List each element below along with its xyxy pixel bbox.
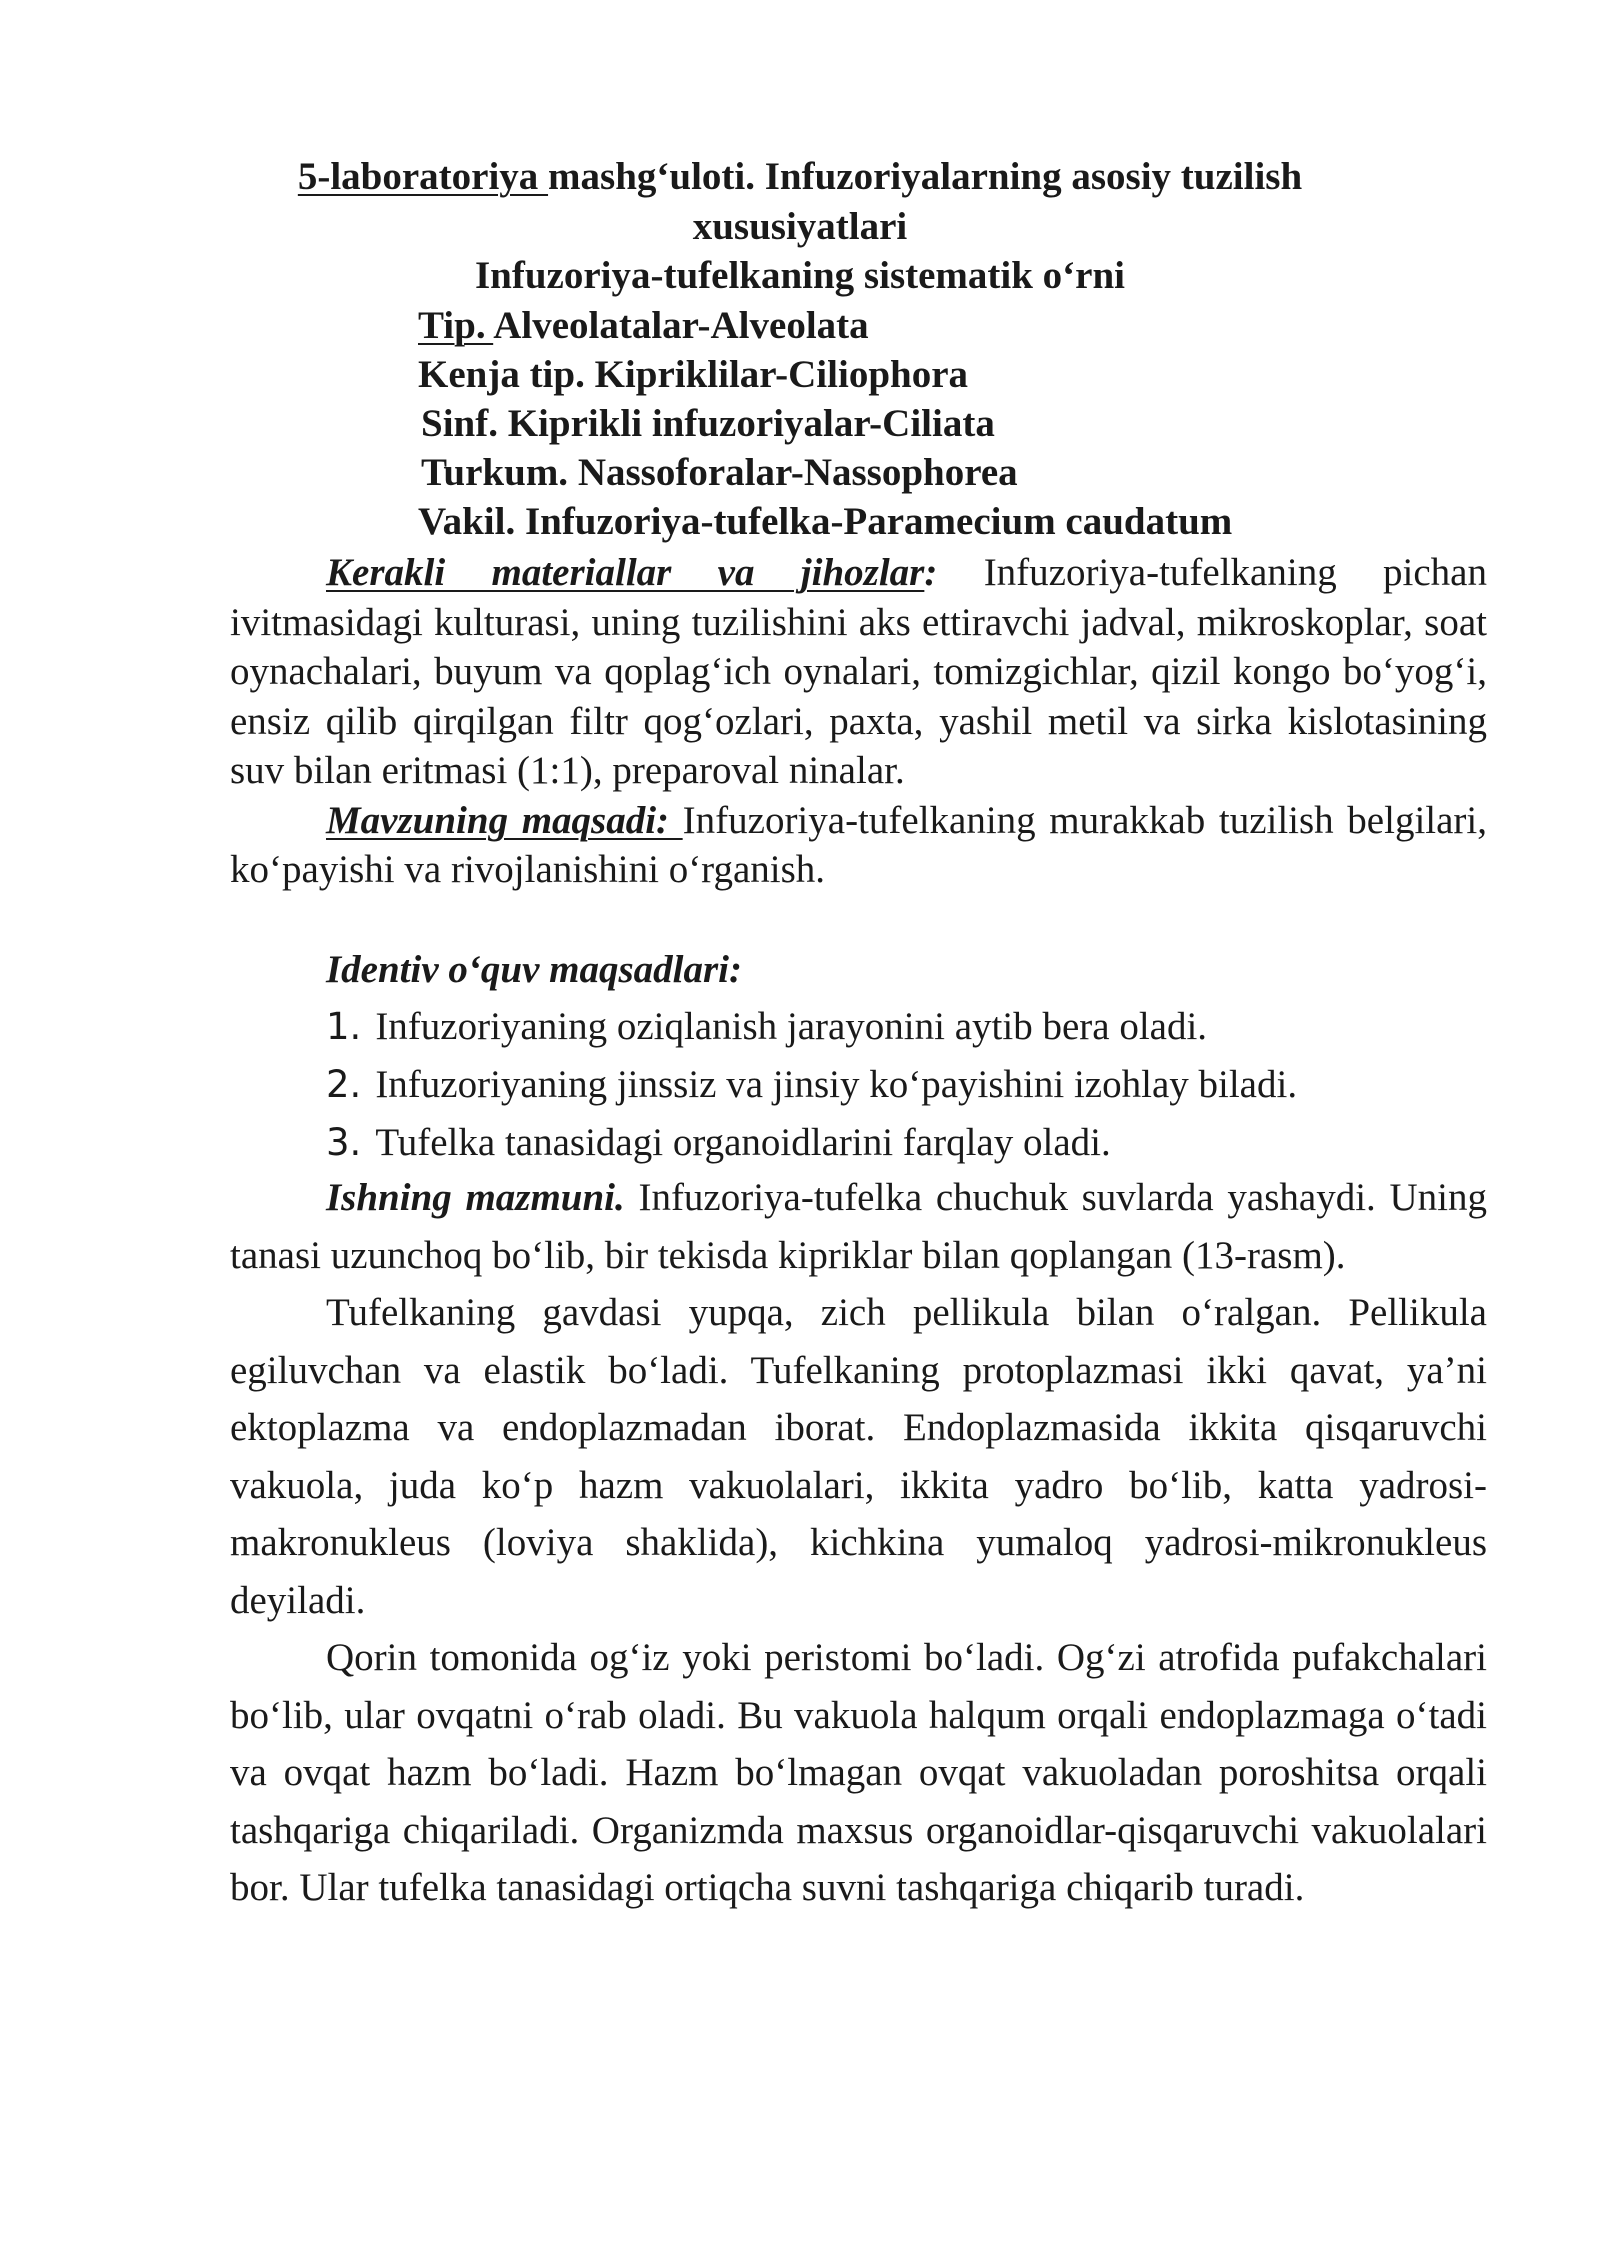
title-text: mashg‘uloti. Infuzoriyalarning asosiy tuzilish: [548, 155, 1303, 198]
taxonomy-name: Kiprikli infuzoriyalar-Ciliata: [507, 402, 995, 445]
materials-text: Infuzoriya-tufelkaning pichan ivitmasidagi kulturasi, uning tuzilishini aks ettiravchi jadval, mikroskoplar, soat oynachalari, buyum va qoplag‘ich oynalari, tomizgichlar, qizil kongo bo‘yog‘i, ensiz qilib qirqilgan filtr qog‘ozlari, paxta, yashil metil va sirka kislotasining suv bilan eritmasi (1:1), preparoval ninalar.: [230, 551, 1487, 792]
taxonomy-name: Kipriklilar-Ciliophora: [594, 353, 969, 396]
taxonomy-name: Nassoforalar-Nassophorea: [577, 451, 1018, 494]
list-item-number: 3.: [326, 1121, 362, 1164]
title-line-2: xususiyatlari: [692, 205, 908, 248]
content-label: Ishning mazmuni.: [326, 1176, 625, 1219]
goal-label: Mavzuning maqsadi:: [326, 798, 683, 842]
content-paragraph-2: Tufelkaning gavdasi yupqa, zich pellikula bilan o‘ralgan. Pellikula egiluvchan va elastik bo‘ladi. Tufelkaning protoplazmasi ikki qavat, ya’ni ektoplazma va endoplazmadan iborat. Endoplazmasida ikkita qisqaruvchi vakuola, juda ko‘p hazm vakuolalari, ikkita yadro bo‘lib, katta yadrosi-makronukleus (loviya shaklida), kichkina yumaloq yadrosi-mikronukleus deyiladi.: [230, 1291, 1487, 1622]
title-line-1: [0, 153, 1600, 201]
taxonomy-order: [421, 449, 1018, 497]
list-item-number: 2.: [326, 1063, 362, 1106]
taxonomy-rank: Tip.: [418, 304, 494, 347]
materials-and-goal-block: [230, 548, 1487, 895]
objectives-heading: Identiv o‘quv maqsadlari:: [326, 948, 742, 991]
taxonomy-rank: Vakil.: [418, 500, 525, 543]
list-item-text: Tufelka tanasidagi organoidlarini farqlay oladi.: [375, 1121, 1111, 1164]
materials-label: Kerakli materiallar va jihozlar: [326, 551, 925, 594]
materials-colon: :: [924, 551, 938, 594]
list-item: [326, 998, 1297, 1056]
objectives-list: [326, 998, 1297, 1172]
content-paragraph-1: [230, 1169, 1487, 1284]
taxonomy-type: [418, 302, 869, 350]
goal-text: Infuzoriya-tufelkaning murakkab tuzilish belgilari, ko‘payishi va rivojlanishini o‘rganish.: [230, 798, 1488, 891]
taxonomy-representative: [418, 498, 1232, 546]
subtitle: Infuzoriya-tufelkaning sistematik o‘rni: [474, 254, 1125, 297]
taxonomy-rank: Turkum.: [421, 451, 578, 494]
taxonomy-name: Alveolatalar-Alveolata: [493, 304, 869, 347]
list-item: [326, 1056, 1297, 1114]
list-item-number: 1.: [326, 1005, 362, 1048]
list-item-text: Infuzoriyaning oziqlanish jarayonini aytib bera oladi.: [375, 1005, 1208, 1048]
taxonomy-class: [421, 400, 995, 448]
list-item: [326, 1114, 1297, 1172]
taxonomy-rank: Sinf.: [421, 402, 508, 445]
title-label: 5-laboratoriya: [297, 155, 549, 198]
taxonomy-name: Infuzoriya-tufelka-Paramecium caudatum: [524, 500, 1233, 543]
list-item-text: Infuzoriyaning jinssiz va jinsiy ko‘payishini izohlay biladi.: [375, 1063, 1298, 1106]
goal-paragraph: [230, 796, 1487, 895]
materials-paragraph: [230, 548, 1487, 796]
taxonomy-rank: Kenja tip.: [418, 353, 595, 396]
content-block: [230, 1169, 1487, 1917]
taxonomy-subtype: [418, 351, 968, 399]
content-text: Infuzoriya-tufelka chuchuk suvlarda yashaydi. Uning tanasi uzunchoq bo‘lib, bir tekisda kipriklar bilan qoplangan (13-rasm).: [230, 1176, 1487, 1277]
content-paragraph-3: Qorin tomonida og‘iz yoki peristomi bo‘ladi. Og‘zi atrofida pufakchalari bo‘lib, ular ovqatni o‘rab oladi. Bu vakuola halqum orqali endoplazmaga o‘tadi va ovqat hazm bo‘ladi. Hazm bo‘lmagan ovqat vakuoladan poroshitsa orqali tashqariga chiqariladi. Organizmda maxsus organoidlar-qisqaruvchi vakuolalari bor. Ular tufelka tanasidagi ortiqcha suvni tashqariga chiqarib turadi.: [230, 1636, 1487, 1909]
